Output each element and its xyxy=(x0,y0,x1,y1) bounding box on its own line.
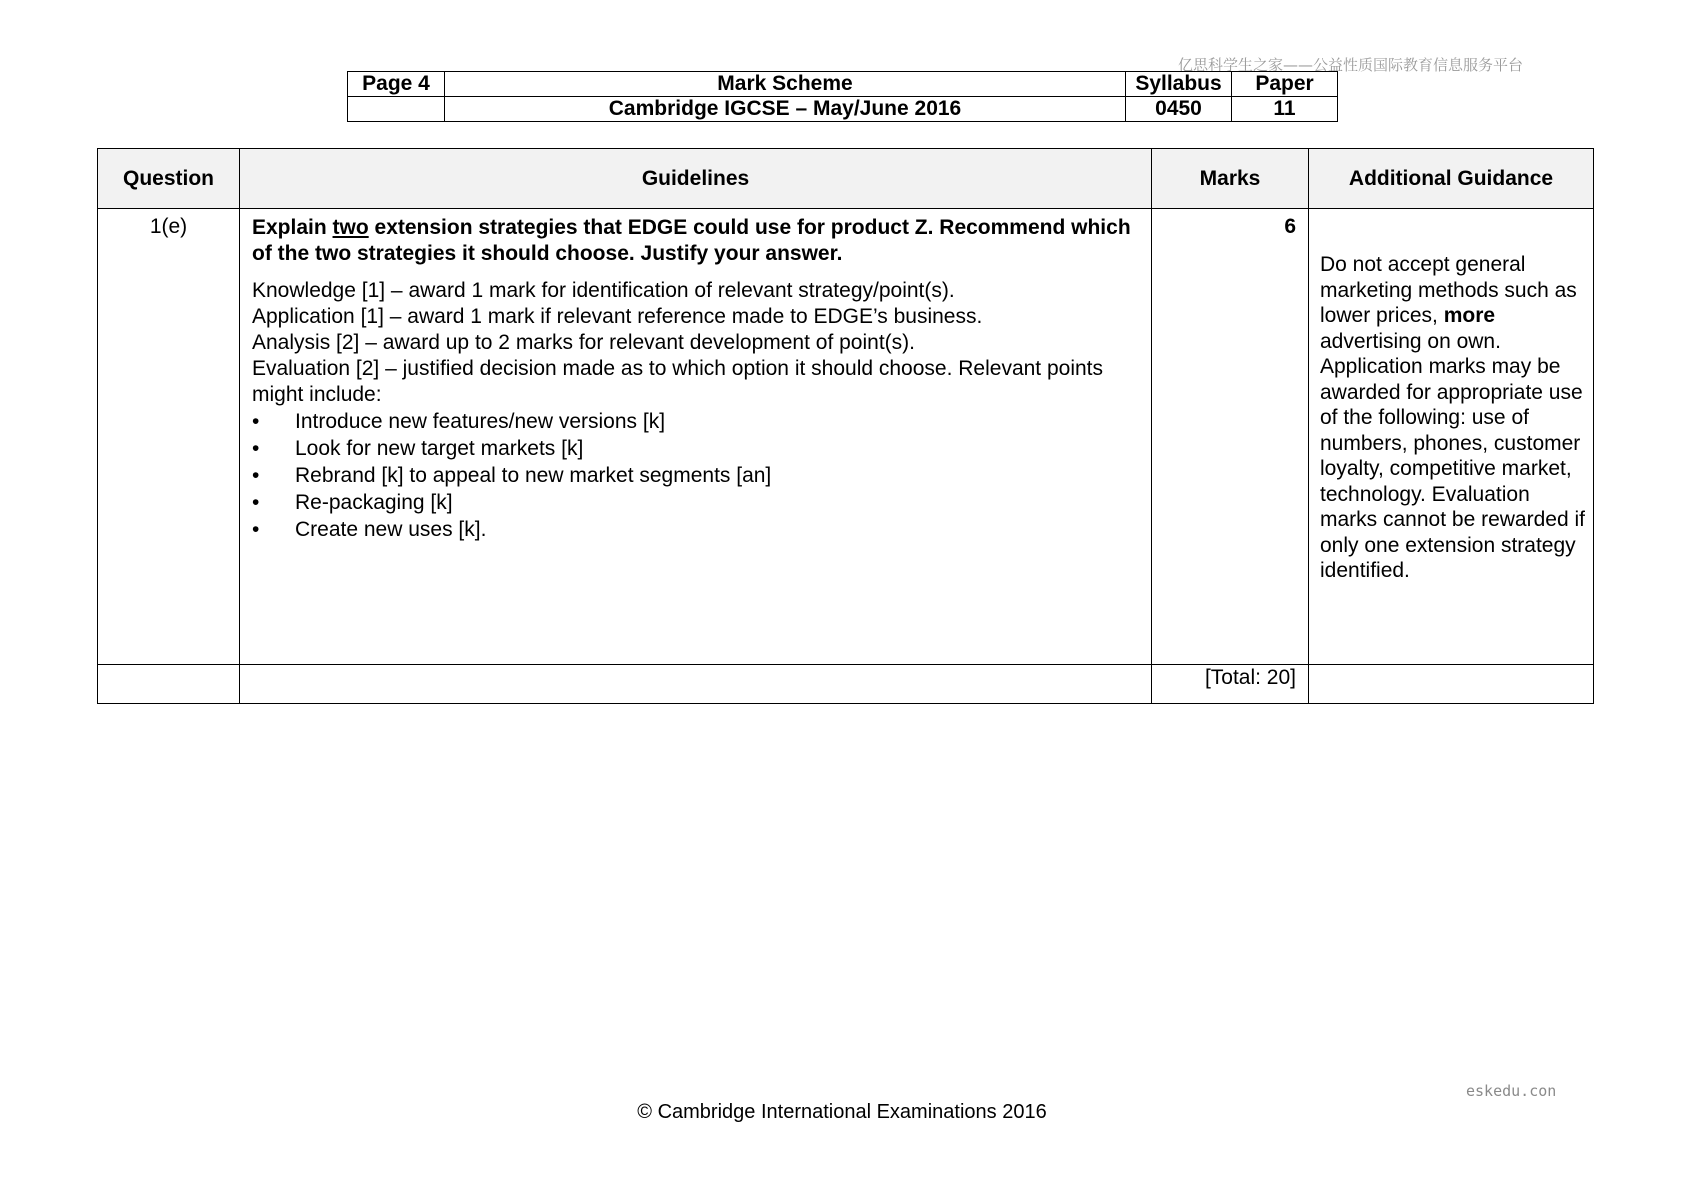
list-item xyxy=(252,408,1139,435)
table-row xyxy=(98,209,1594,665)
list-item-text: Re-packaging [k] xyxy=(295,491,453,514)
bullet-icon: • xyxy=(252,410,260,433)
document-title: Mark Scheme xyxy=(445,72,1126,97)
total-row-blank-guidance xyxy=(1309,665,1594,704)
page-number-blank xyxy=(348,97,445,122)
guidelines-cell xyxy=(240,209,1152,665)
paper-number: 11 xyxy=(1232,97,1338,122)
question-prompt xyxy=(252,215,1139,267)
footer-copyright: © Cambridge International Examinations 2016 xyxy=(637,1101,1047,1123)
list-item xyxy=(252,489,1139,516)
question-prompt-start: Explain xyxy=(252,216,333,239)
watermark-bottom: eskedu.con xyxy=(1466,1082,1557,1100)
page-number: Page 4 xyxy=(348,72,445,97)
total-row-blank-guidelines xyxy=(240,665,1152,704)
question-number: 1(e) xyxy=(98,209,240,665)
guidance-text-end: advertising on own. Application marks may be awarded for appropriate use of the following: use of numbers, phones, customer loyalty, competitive market, technology. Evaluation marks cannot be rewarded if only one extension strategy identified. xyxy=(1320,329,1585,582)
syllabus-label: Syllabus xyxy=(1126,72,1232,97)
points-list xyxy=(252,408,1139,543)
marks-value: 6 xyxy=(1152,209,1309,665)
guidance-text-bold: more xyxy=(1443,304,1496,327)
syllabus-code: 0450 xyxy=(1126,97,1232,122)
column-header-question: Question xyxy=(98,149,240,209)
criterion-application: Application [1] – award 1 mark if relevant reference made to EDGE’s business. xyxy=(252,305,983,328)
mark-scheme-table xyxy=(97,148,1594,704)
question-prompt-end: extension strategies that EDGE could use for product Z. Recommend which of the two strategies it should choose. Justify your answer. xyxy=(252,216,1131,265)
column-header-additional-guidance: Additional Guidance xyxy=(1309,149,1594,209)
list-item-text: Introduce new features/new versions [k] xyxy=(295,410,666,433)
watermark-top: 亿思科学生之家——公益性质国际教育信息服务平台 xyxy=(1178,56,1524,74)
bullet-icon: • xyxy=(252,518,260,541)
additional-guidance-cell xyxy=(1309,209,1594,665)
list-item xyxy=(252,435,1139,462)
additional-guidance-text xyxy=(1320,252,1585,584)
list-item-text: Look for new target markets [k] xyxy=(295,437,584,460)
column-header-guidelines: Guidelines xyxy=(240,149,1152,209)
bullet-icon: • xyxy=(252,464,260,487)
question-prompt-underlined: two xyxy=(332,216,369,239)
guidance-text-start: Do not accept general marketing methods such as lower prices, xyxy=(1320,253,1577,327)
table-header-row xyxy=(98,149,1594,209)
list-item xyxy=(252,462,1139,489)
total-row-blank-question xyxy=(98,665,240,704)
header-table xyxy=(347,71,1338,122)
bullet-icon: • xyxy=(252,437,260,460)
criterion-knowledge: Knowledge [1] – award 1 mark for identification of relevant strategy/point(s). xyxy=(252,279,955,302)
total-marks: [Total: 20] xyxy=(1152,665,1309,704)
criterion-evaluation: Evaluation [2] – justified decision made as to which option it should choose. Relevant points might include: xyxy=(252,357,1104,406)
criterion-analysis: Analysis [2] – award up to 2 marks for relevant development of point(s). xyxy=(252,331,915,354)
list-item-text: Create new uses [k]. xyxy=(295,518,487,541)
list-item xyxy=(252,516,1139,543)
paper-label: Paper xyxy=(1232,72,1338,97)
bullet-icon: • xyxy=(252,491,260,514)
list-item-text: Rebrand [k] to appeal to new market segments [an] xyxy=(295,464,772,487)
total-row xyxy=(98,665,1594,704)
column-header-marks: Marks xyxy=(1152,149,1309,209)
exam-title: Cambridge IGCSE – May/June 2016 xyxy=(445,97,1126,122)
